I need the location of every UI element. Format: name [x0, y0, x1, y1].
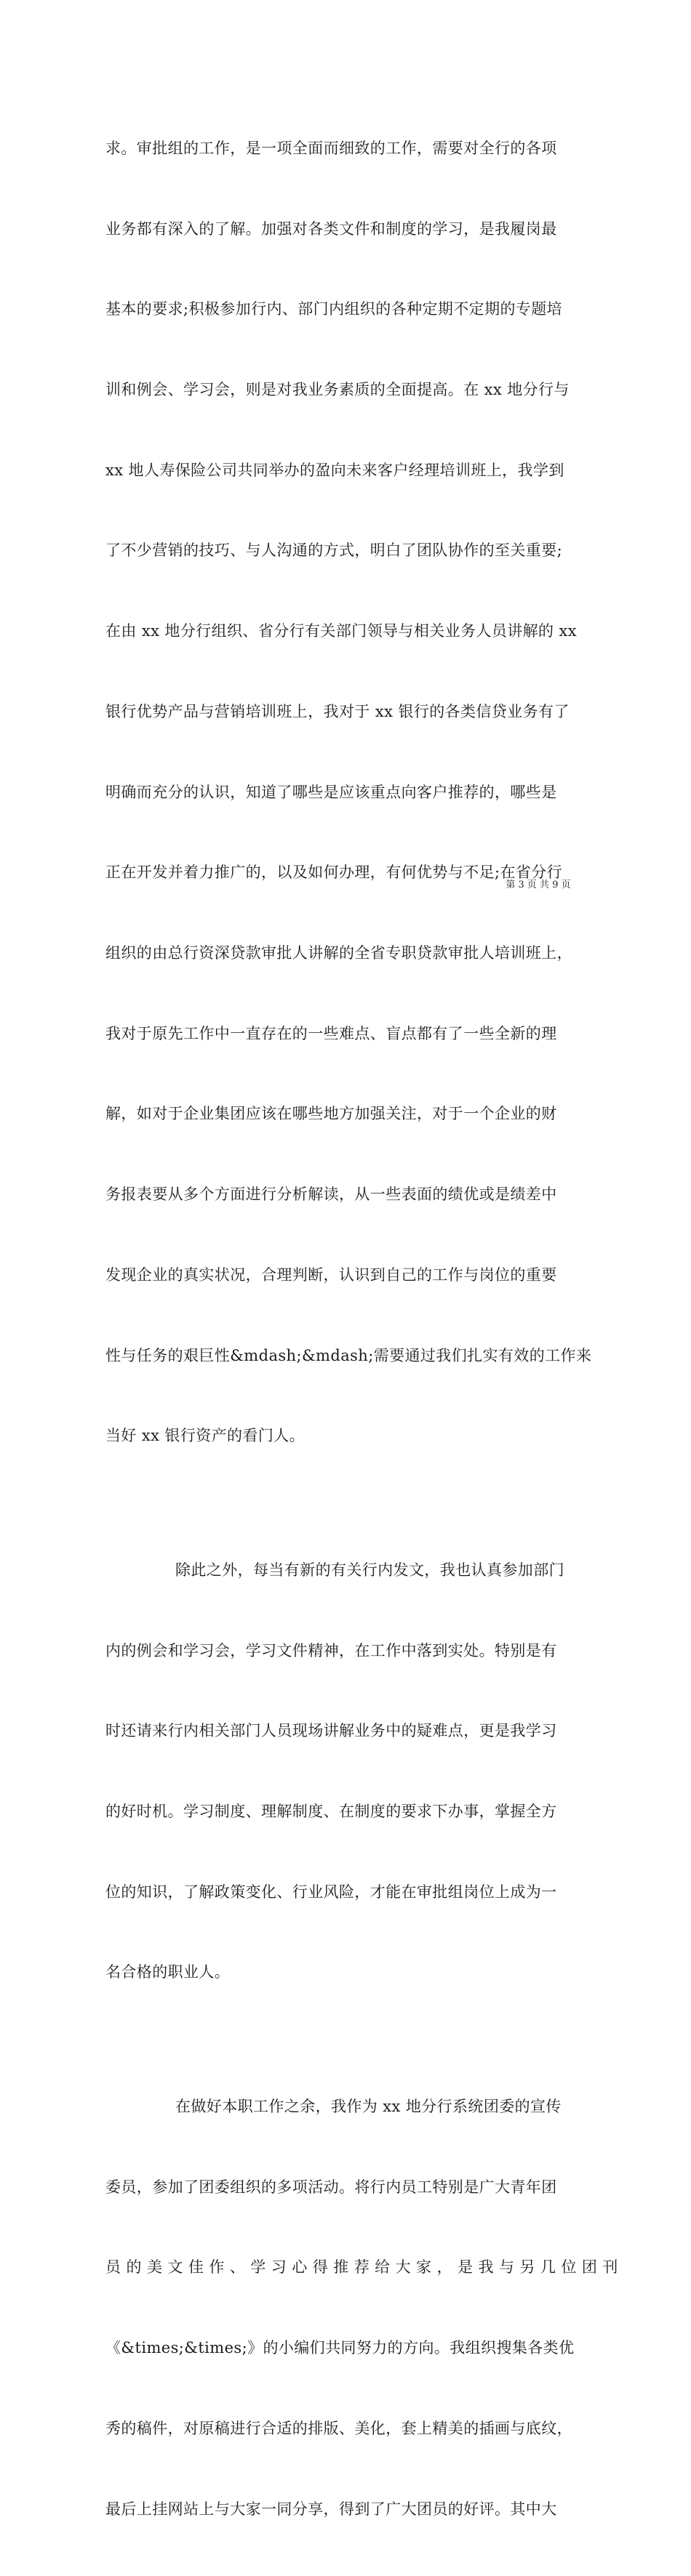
text-line: 业务都有深入的了解。加强对各类文件和制度的学习，是我履岗最 — [105, 220, 557, 238]
text-line: 在做好本职工作之余，我作为 xx 地分行系统团委的宣传 — [175, 2097, 562, 2115]
text-line: 发现企业的真实状况，合理判断，认识到自己的工作与岗位的重要 — [105, 1265, 557, 1284]
text-line: 训和例会、学习会，则是对我业务素质的全面提高。在 xx 地分行与 — [105, 380, 570, 398]
text-line: 名合格的职业人。 — [105, 1963, 231, 1981]
text-line: 银行优势产品与营销培训班上，我对于 xx 银行的各类信贷业务有了 — [105, 702, 570, 720]
page-number-footer: 第 3 页 共 9 页 — [506, 880, 571, 890]
text-line: 性与任务的艰巨性&mdash;&mdash;需要通过我们扎实有效的工作来 — [105, 1346, 592, 1364]
text-line: 组织的由总行资深贷款审批人讲解的全省专职贷款审批人培训班上， — [105, 944, 572, 962]
text-line: 委员，参加了团委组织的多项活动。将行内员工特别是广大青年团 — [105, 2178, 557, 2196]
text-line: 务报表要从多个方面进行分析解读，从一些表面的绩优或是绩差中 — [105, 1186, 557, 1204]
text-line: 基本的要求;积极参加行内、部门内组织的各种定期不定期的专题培 — [105, 300, 563, 318]
document-body — [105, 81, 618, 2576]
text-line: 内的例会和学习会，学习文件精神，在工作中落到实处。特别是有 — [105, 1641, 557, 1659]
text-line: 时还请来行内相关部门人员现场讲解业务中的疑难点，更是我学习 — [105, 1722, 557, 1740]
text-line: 当好 xx 银行资产的看门人。 — [105, 1427, 305, 1445]
text-line: 在由 xx 地分行组织、省分行有关部门领导与相关业务人员讲解的 xx — [105, 622, 577, 640]
text-line: 秀的稿件，对原稿进行合适的排版、美化，套上精美的插画与底纹， — [105, 2419, 572, 2437]
text-line: 正在开发并着力推广的，以及如何办理，有何优势与不足;在省分行 — [105, 864, 563, 882]
text-line: 的好时机。学习制度、理解制度、在制度的要求下办事，掌握全方 — [105, 1803, 557, 1820]
text-line: 解，如对于企业集团应该在哪些地方加强关注，对于一个企业的财 — [105, 1105, 557, 1123]
text-line: 我对于原先工作中一直存在的一些难点、盲点都有了一些全新的理 — [105, 1024, 557, 1042]
text-line: 明确而充分的认识，知道了哪些是应该重点向客户推荐的，哪些是 — [105, 783, 557, 801]
text-line: 除此之外，每当有新的有关行内发文，我也认真参加部门 — [175, 1561, 564, 1579]
text-line: 最后上挂网站上与大家一同分享，得到了广大团员的好评。其中大 — [105, 2500, 557, 2518]
text-line: 《&times;&times;》的小编们共同努力的方向。我组织搜集各类优 — [105, 2339, 575, 2357]
paragraph-1 — [105, 81, 600, 1503]
text-line: 员 的 美 文 佳 作 、 学 习 心 得 推 荐 给 大 家 ， 是 我 与 另 几 位 团 刊 — [105, 2258, 618, 2277]
text-line: 位的知识，了解政策变化、行业风险，才能在审批组岗位上成为一 — [105, 1883, 557, 1901]
paragraph-2 — [105, 1503, 600, 2040]
text-line: 了不少营销的技巧、与人沟通的方式，明白了团队协作的至关重要; — [105, 542, 563, 560]
paragraph-3 — [105, 2040, 618, 2576]
text-line: 求。审批组的工作，是一项全面而细致的工作，需要对全行的各项 — [105, 139, 557, 157]
text-line: xx 地人寿保险公司共同举办的盈向未来客户经理培训班上，我学到 — [105, 461, 564, 479]
